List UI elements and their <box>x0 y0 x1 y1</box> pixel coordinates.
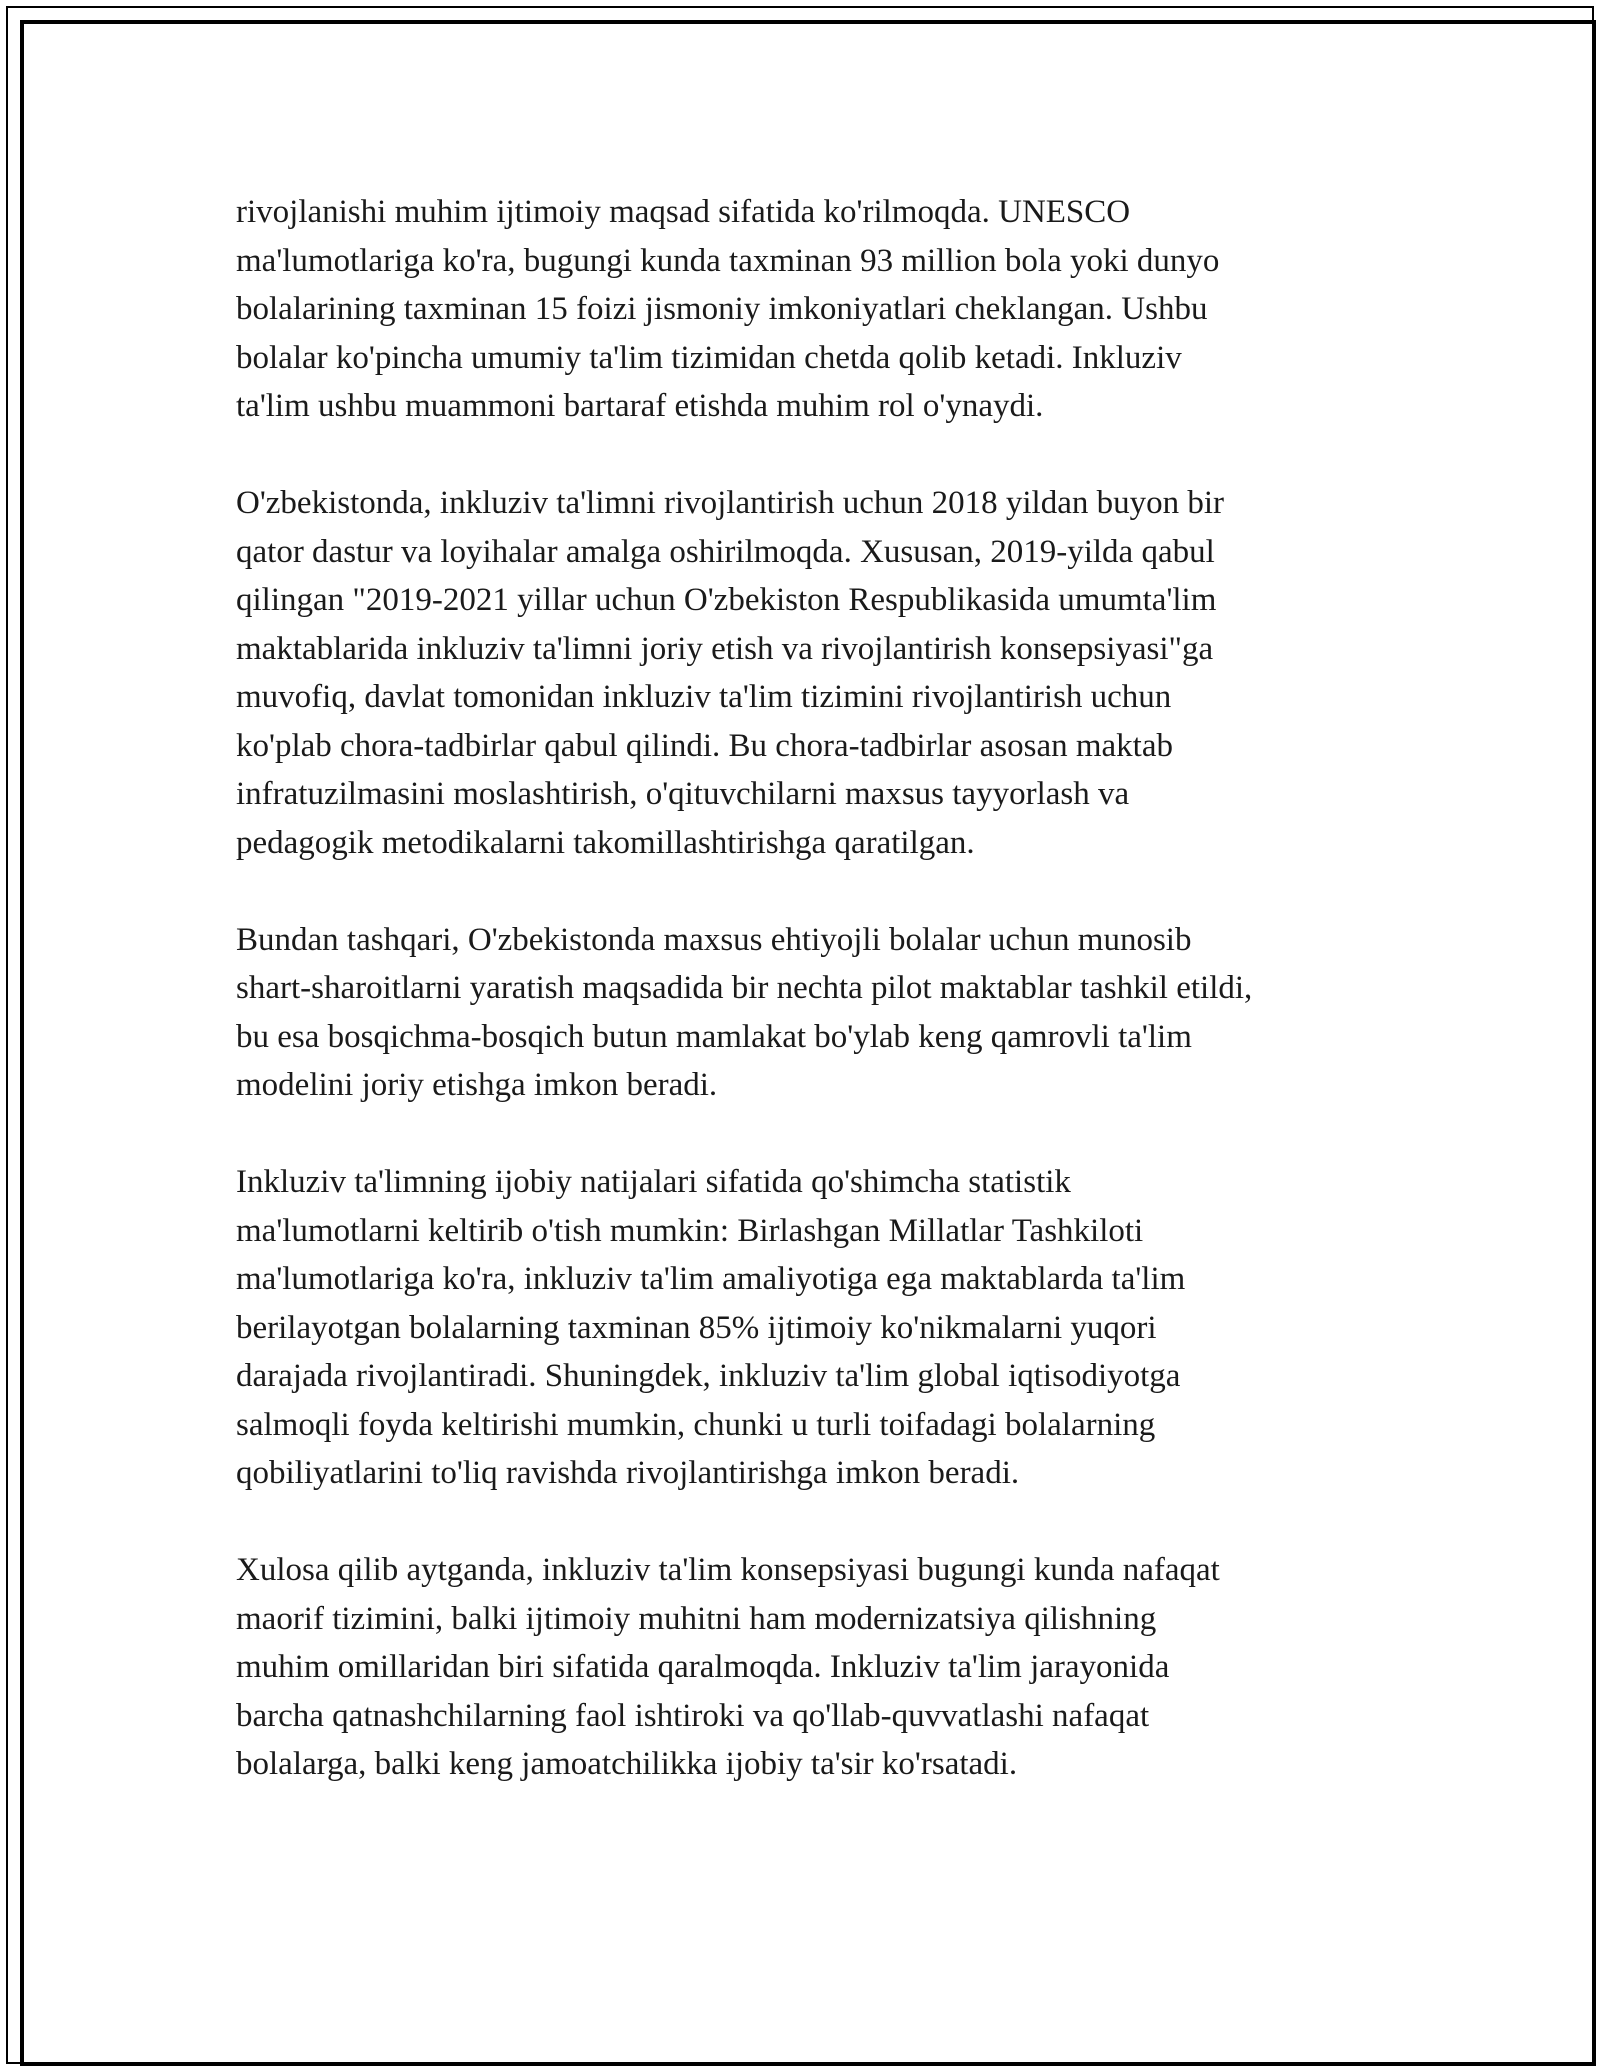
text-line: infratuzilmasini moslashtirish, o'qituvchilarni maxsus tayyorlash va <box>236 776 1130 812</box>
text-line: qator dastur va loyihalar amalga oshirilmoqda. Xususan, 2019-yilda qabul <box>236 533 1215 570</box>
text-line: bolalarining taxminan 15 foizi jismoniy imkoniyatlari cheklangan. Ushbu <box>236 291 1208 327</box>
text-line: Bundan tashqari, O'zbekistonda maxsus ehtiyojli bolalar uchun munosib <box>236 921 1192 958</box>
text-line: bu esa bosqichma-bosqich butun mamlakat bo'ylab keng qamrovli ta'lim <box>236 1018 1192 1055</box>
paragraph-3 <box>236 916 1416 1110</box>
text-line: Inkluziv ta'limning ijobiy natijalari sifatida qo'shimcha statistik <box>236 1164 1071 1200</box>
text-line: bolalar ko'pincha umumiy ta'lim tizimidan chetda qolib ketadi. Inkluziv <box>236 339 1182 376</box>
text-line: barcha qatnashchilarning faol ishtiroki va qo'llab-quvvatlashi nafaqat <box>236 1697 1150 1734</box>
text-line: bolalarga, balki keng jamoatchilikka ijobiy ta'sir ko'rsatadi. <box>236 1746 1018 1782</box>
text-line: ta'lim ushbu muammoni bartaraf etishda muhim rol o'ynaydi. <box>236 388 1044 424</box>
text-line: qilingan "2019-2021 yillar uchun O'zbekiston Respublikasida umumta'lim <box>236 582 1217 618</box>
text-line: rivojlanishi muhim ijtimoiy maqsad sifatida ko'rilmoqda. UNESCO <box>236 194 1131 230</box>
text-line: Xulosa qilib aytganda, inkluziv ta'lim konsepsiyasi bugungi kunda nafaqat <box>236 1552 1220 1588</box>
text-line: ma'lumotlarni keltirib o'tish mumkin: Birlashgan Millatlar Tashkiloti <box>236 1212 1144 1249</box>
text-line: pedagogik metodikalarni takomillashtirishga qaratilgan. <box>236 824 975 861</box>
paragraph-spacer <box>236 1498 1416 1547</box>
text-line: darajada rivojlantiradi. Shuningdek, inkluziv ta'lim global iqtisodiyotga <box>236 1358 1181 1394</box>
text-line: O'zbekistonda, inkluziv ta'limni rivojlantirish uchun 2018 yildan buyon bir <box>236 485 1225 521</box>
paragraph-spacer <box>236 431 1416 480</box>
text-line: ma'lumotlariga ko'ra, bugungi kunda taxminan 93 million bola yoki dunyo <box>236 242 1220 279</box>
text-line: salmoqli foyda keltirishi mumkin, chunki u turli toifadagi bolalarning <box>236 1406 1156 1443</box>
text-line: ma'lumotlariga ko'ra, inkluziv ta'lim amaliyotiga ega maktablarda ta'lim <box>236 1261 1186 1297</box>
paragraph-1 <box>236 188 1416 431</box>
text-line: ko'plab chora-tadbirlar qabul qilindi. Bu chora-tadbirlar asosan maktab <box>236 727 1173 764</box>
paragraph-4 <box>236 1158 1416 1498</box>
document-body <box>236 188 1416 1789</box>
paragraph-5 <box>236 1546 1416 1789</box>
paragraph-2 <box>236 479 1416 867</box>
text-line: maorif tizimini, balki ijtimoiy muhitni ham modernizatsiya qilishning <box>236 1600 1157 1637</box>
text-line: qobiliyatlarini to'liq ravishda rivojlantirishga imkon beradi. <box>236 1455 1020 1491</box>
text-line: modelini joriy etishga imkon beradi. <box>236 1067 718 1103</box>
text-line: shart-sharoitlarni yaratish maqsadida bir nechta pilot maktablar tashkil etildi, <box>236 970 1253 1006</box>
text-line: muhim omillaridan biri sifatida qaralmoqda. Inkluziv ta'lim jarayonida <box>236 1649 1170 1685</box>
text-line: berilayotgan bolalarning taxminan 85% ijtimoiy ko'nikmalarni yuqori <box>236 1309 1157 1346</box>
text-line: maktablarida inkluziv ta'limni joriy etish va rivojlantirish konsepsiyasi"ga <box>236 630 1214 667</box>
text-line: muvofiq, davlat tomonidan inkluziv ta'lim tizimini rivojlantirish uchun <box>236 679 1172 715</box>
paragraph-spacer <box>236 867 1416 916</box>
paragraph-spacer <box>236 1110 1416 1159</box>
